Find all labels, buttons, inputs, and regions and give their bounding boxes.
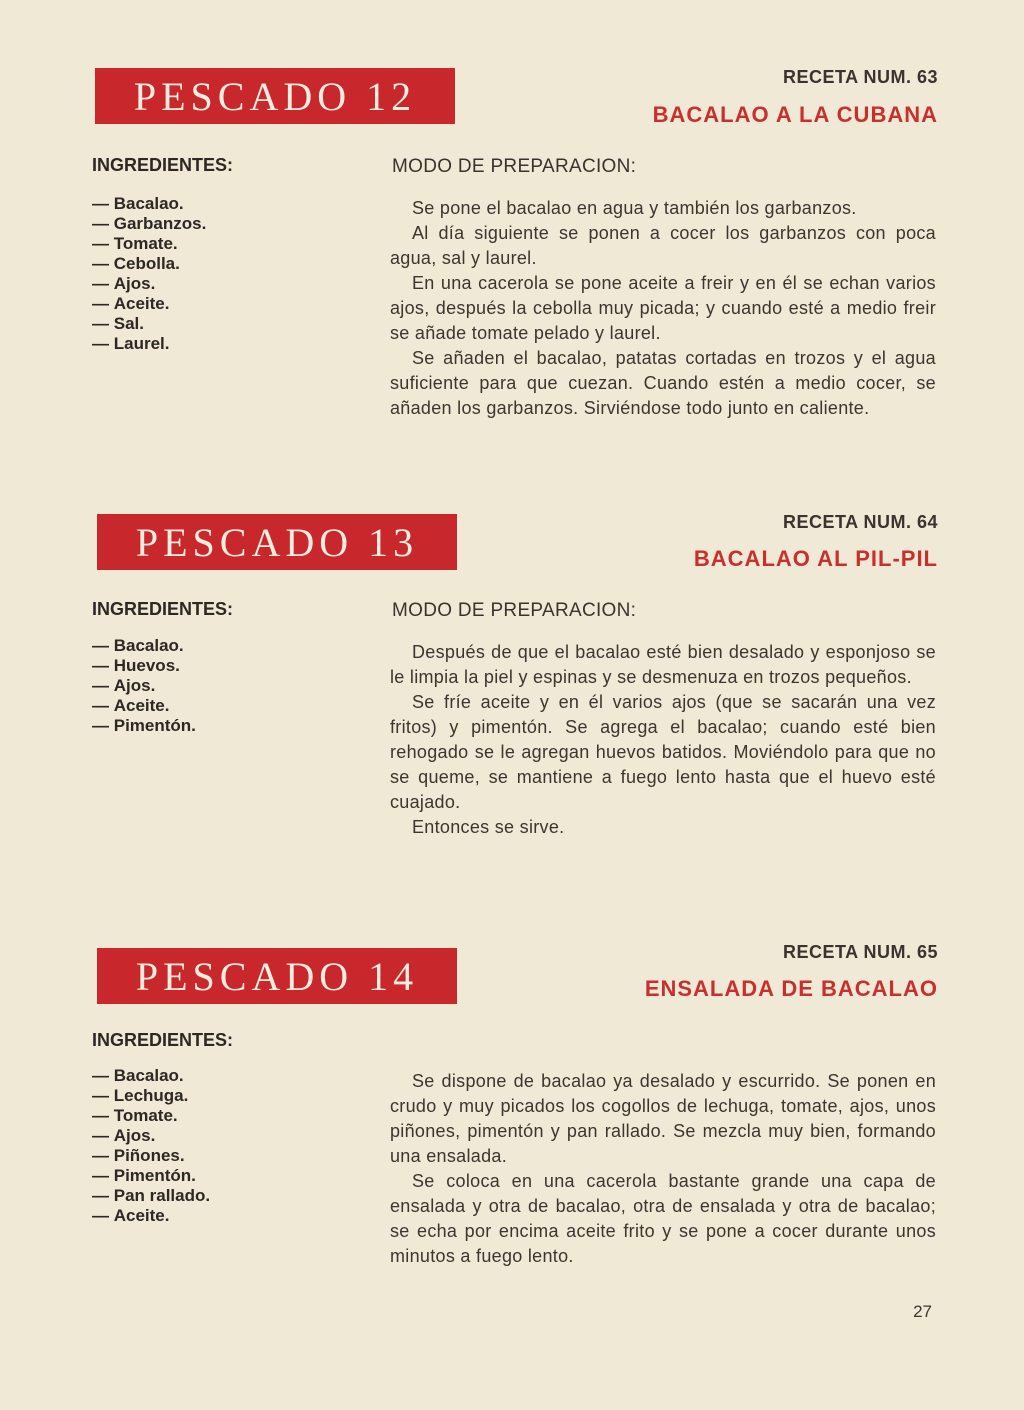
method-text — [390, 1069, 936, 1269]
ingredient-item: — Bacalao. — [92, 1066, 210, 1086]
recipe-number: RECETA NUM. 63 — [782, 67, 938, 87]
ingredient-item: — Pimentón. — [92, 1166, 210, 1186]
ingredients-list — [92, 636, 196, 736]
method-paragraph: Se pone el bacalao en agua y también los garbanzos. — [412, 198, 857, 218]
page-number: 27 — [913, 1302, 932, 1321]
ingredients-heading: INGREDIENTES: — [92, 155, 234, 175]
method-heading: MODO DE PREPARACION: — [392, 600, 637, 621]
ingredient-item: — Aceite. — [92, 1206, 210, 1226]
section-banner: PESCADO 13 — [97, 514, 457, 570]
ingredient-item: — Huevos. — [92, 656, 196, 676]
ingredient-item: — Pan rallado. — [92, 1186, 210, 1206]
ingredient-item: — Aceite. — [92, 696, 196, 716]
ingredient-item: — Tomate. — [92, 1106, 210, 1126]
method-paragraph: Se fríe aceite y en él varios ajos (que se sacarán una vez fritos) y pimentón. Se agrega el bacalao; cuando esté bien rehogado se le agregan huevos batidos. Moviéndolo para que no se queme, se mantiene a fuego lento hasta que el huevo esté cuajado. — [390, 692, 936, 812]
ingredient-item: — Bacalao. — [92, 194, 206, 214]
method-paragraph: Se dispone de bacalao ya desalado y escurrido. Se ponen en crudo y muy picados los cogollos de lechuga, tomate, ajos, unos piñones, pimentón y pan rallado. Se mezcla muy bien, formando una ensalada. — [390, 1071, 936, 1166]
method-heading: MODO DE PREPARACION: — [392, 156, 637, 177]
recipe-title: BACALAO AL PIL-PIL — [693, 546, 938, 571]
ingredient-item: — Piñones. — [92, 1146, 210, 1166]
method-paragraph: Al día siguiente se ponen a cocer los garbanzos con poca agua, sal y laurel. — [390, 223, 936, 268]
method-text — [390, 196, 936, 421]
section-banner: PESCADO 14 — [97, 948, 457, 1004]
ingredients-heading: INGREDIENTES: — [92, 599, 234, 619]
section-banner: PESCADO 12 — [95, 68, 455, 124]
recipe-number: RECETA NUM. 64 — [782, 512, 938, 532]
ingredients-list — [92, 1066, 210, 1226]
ingredient-item: — Tomate. — [92, 234, 206, 254]
method-paragraph: Se coloca en una cacerola bastante grande una capa de ensalada y otra de bacalao, otra de ensalada y otra de bacalao; se echa por encima aceite frito y se pone a cocer durante unos minutos a fuego lento. — [390, 1171, 936, 1266]
ingredient-item: — Sal. — [92, 314, 206, 334]
recipe-title: BACALAO A LA CUBANA — [652, 102, 938, 127]
ingredients-heading: INGREDIENTES: — [92, 1030, 234, 1050]
ingredients-list — [92, 194, 206, 354]
ingredient-item: — Bacalao. — [92, 636, 196, 656]
method-paragraph: Después de que el bacalao esté bien desalado y esponjoso se le limpia la piel y espinas y se desmenuza en trozos pequeños. — [390, 642, 936, 687]
ingredient-item: — Pimentón. — [92, 716, 196, 736]
ingredient-item: — Lechuga. — [92, 1086, 210, 1106]
ingredient-item: — Ajos. — [92, 676, 196, 696]
ingredient-item: — Ajos. — [92, 274, 206, 294]
ingredient-item: — Laurel. — [92, 334, 206, 354]
method-paragraph: En una cacerola se pone aceite a freir y en él se echan varios ajos, después la cebolla muy picada; y cuando esté a medio freir se añade tomate pelado y laurel. — [390, 273, 936, 343]
method-paragraph: Entonces se sirve. — [412, 817, 565, 837]
ingredient-item: — Garbanzos. — [92, 214, 206, 234]
recipe-number: RECETA NUM. 65 — [782, 942, 938, 962]
ingredient-item: — Aceite. — [92, 294, 206, 314]
method-text — [390, 640, 936, 840]
method-paragraph: Se añaden el bacalao, patatas cortadas en trozos y el agua suficiente para que cuezan. Cuando estén a medio cocer, se añaden los garbanzos. Sirviéndose todo junto en caliente. — [390, 348, 936, 418]
recipe-title: ENSALADA DE BACALAO — [644, 976, 938, 1001]
ingredient-item: — Cebolla. — [92, 254, 206, 274]
ingredient-item: — Ajos. — [92, 1126, 210, 1146]
